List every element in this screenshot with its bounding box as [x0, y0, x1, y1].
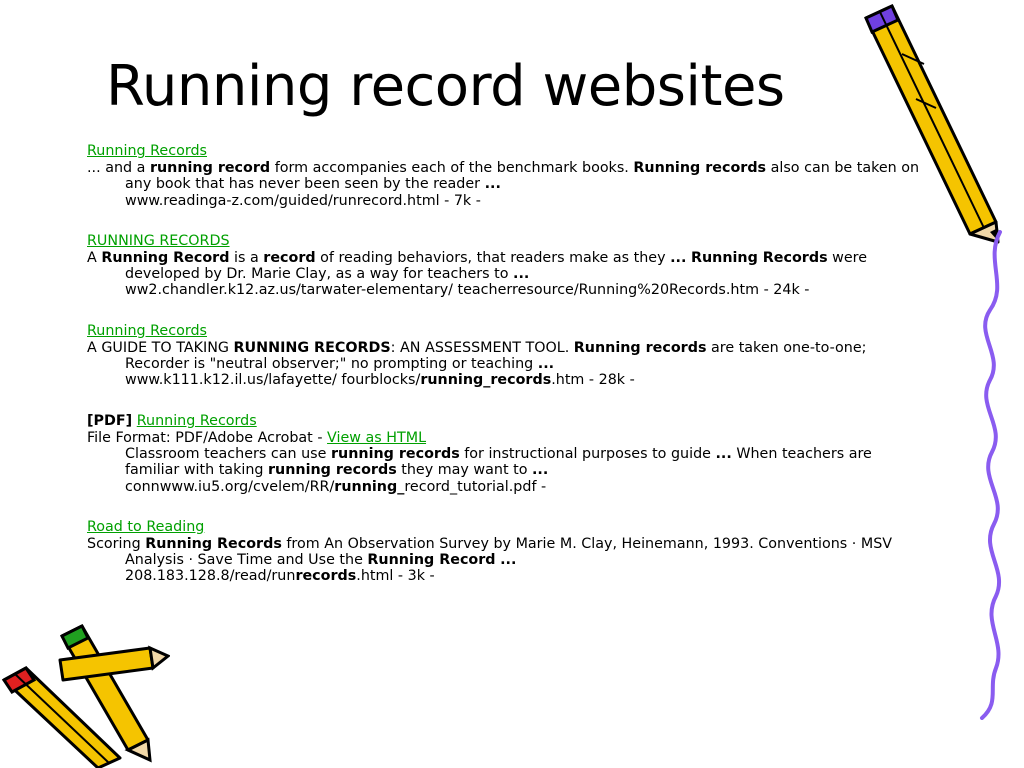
snippet-bold: running record — [149, 160, 271, 176]
snippet-text: is a — [229, 249, 264, 266]
result-snippet — [87, 250, 922, 299]
result-snippet — [87, 430, 922, 495]
url-bold: records — [295, 568, 357, 585]
snippet-bold: ... — [484, 176, 501, 193]
snippet-text: A — [87, 249, 102, 266]
file-format: File Format: PDF/Adobe Acrobat - — [87, 429, 328, 446]
snippet-bold: ... — [537, 356, 555, 373]
result-title-link[interactable]: Running Records — [87, 143, 207, 159]
squiggle-decoration — [960, 230, 1020, 720]
url-part: www.k111.k12.il.us/lafayette/ fourblocks/ — [125, 372, 421, 389]
snippet-bold: Running Record — [367, 552, 496, 569]
snippet-bold: ... — [513, 266, 530, 283]
view-as-html-link[interactable]: View as HTML — [327, 429, 427, 446]
snippet-bold: running records — [268, 462, 397, 479]
result-url: ww2.chandler.k12.az.us/tarwater-elementary/ teacherresource/Running%20Records.htm - 24k - — [125, 282, 810, 299]
snippet-text: for instructional purposes to guide — [459, 445, 716, 462]
snippet-text: : AN ASSESSMENT TOOL. — [390, 339, 574, 356]
url-bold: running_records — [420, 372, 552, 389]
snippet-bold: Running records — [633, 160, 767, 176]
url-part: .htm - 28k - — [551, 372, 635, 389]
snippet-text: Scoring — [87, 535, 146, 552]
result-url — [125, 479, 546, 495]
snippet-text: When teachers are familiar with taking — [125, 445, 872, 479]
search-result — [87, 519, 922, 585]
snippet-bold: ... — [715, 445, 732, 462]
snippet-text: and a — [105, 160, 150, 176]
snippet-text: are taken one-to-one; Recorder is "neutral observer;" no prompting or teaching — [125, 339, 867, 373]
snippet-bold: Running Records — [690, 249, 828, 266]
result-title-link[interactable]: RUNNING RECORDS — [87, 232, 230, 249]
url-part: 208.183.128.8/read/run — [125, 568, 296, 585]
result-title-link[interactable]: Running Records — [136, 412, 257, 429]
snippet-bold: ... — [500, 552, 517, 569]
snippet-bold: Running records — [573, 339, 707, 356]
snippet-bold: Running Records — [145, 535, 282, 552]
slide-title: Running record websites — [106, 54, 785, 119]
snippet-text: they may want to — [396, 462, 532, 479]
result-url: www.readinga-z.com/guided/runrecord.html - 7k - — [125, 192, 481, 209]
search-result — [87, 143, 922, 209]
snippet-text: also can be taken on any book that has never been seen by the reader — [125, 160, 920, 193]
url-part: connwww.iu5.org/cvelem/RR/ — [125, 478, 335, 495]
pdf-prefix: [PDF] — [87, 412, 133, 429]
result-snippet — [87, 160, 922, 209]
url-part: .html - 3k - — [356, 568, 435, 585]
result-snippet — [87, 536, 922, 585]
snippet-text: form accompanies each of the benchmark books. — [270, 160, 634, 176]
snippet-text: of reading behaviors, that readers make as they — [315, 249, 671, 266]
search-result — [87, 413, 922, 495]
snippet-bold: RUNNING RECORDS — [233, 339, 391, 356]
pencil-pair-icon — [0, 618, 170, 768]
snippet-bold: Running Record — [101, 249, 230, 266]
search-result — [87, 323, 922, 389]
snippet-text: ... — [87, 160, 106, 176]
snippet-bold: record — [263, 249, 316, 266]
url-part: record_tutorial.pdf - — [404, 478, 547, 495]
snippet-bold: running records — [330, 445, 460, 462]
snippet-bold: ... — [532, 462, 549, 479]
result-snippet — [87, 340, 922, 389]
snippet-text: were developed by Dr. Marie Clay, as a way for teachers to — [125, 249, 867, 283]
result-url — [125, 568, 435, 584]
snippet-text: from An Observation Survey by Marie M. Clay, Heinemann, 1993. Conventions · MSV Analysis · Save Time and Use the — [125, 535, 893, 569]
result-url — [125, 372, 635, 388]
url-bold: running_ — [334, 478, 405, 495]
search-result — [87, 233, 922, 299]
snippet-text: Classroom teachers can use — [125, 445, 331, 462]
search-results — [87, 143, 922, 609]
result-title-link[interactable]: Road to Reading — [87, 518, 205, 535]
snippet-text: A GUIDE TO TAKING — [87, 339, 234, 356]
result-title-link[interactable]: Running Records — [87, 322, 207, 339]
snippet-bold: ... — [670, 249, 687, 266]
